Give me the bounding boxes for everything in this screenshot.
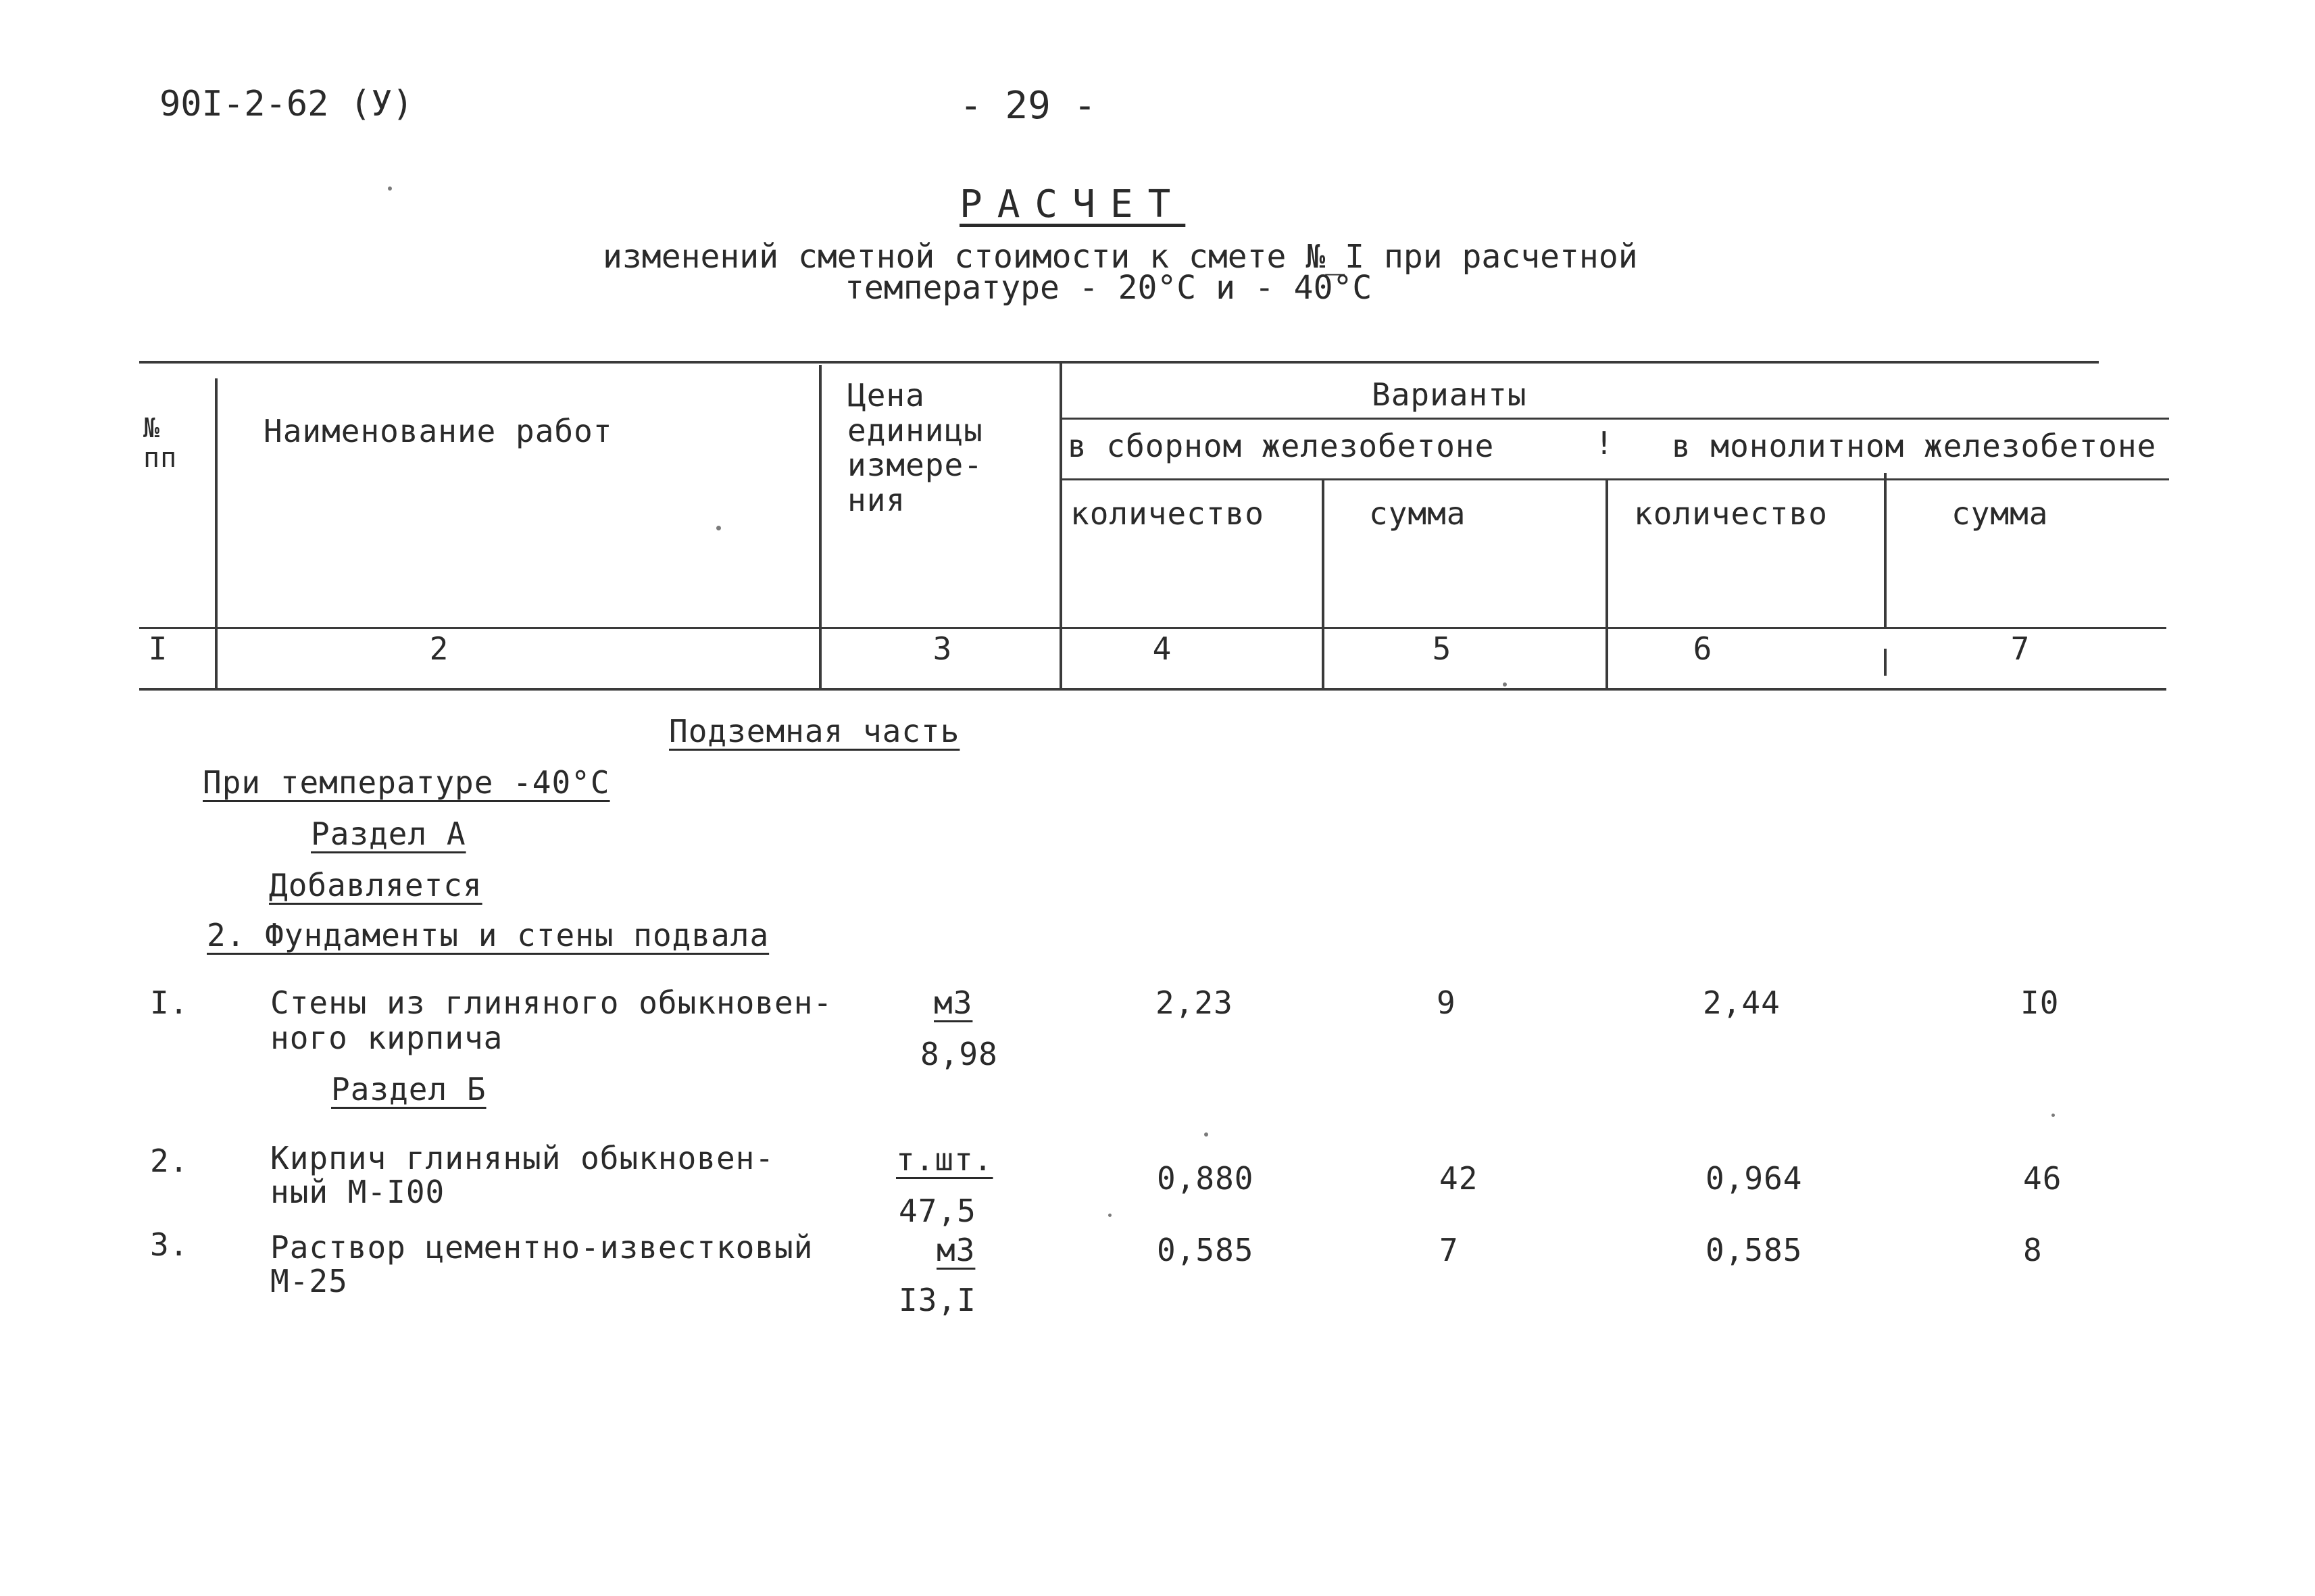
- col-number-4: 4: [1152, 630, 1172, 667]
- scan-speck: [2051, 1114, 2055, 1117]
- row2-name-line1: Кирпич глиняный обыкновен-: [270, 1140, 775, 1176]
- col-number-7: 7: [2010, 630, 2031, 667]
- header-prefab: в сборном железобетоне: [1068, 428, 1495, 464]
- scan-speck: [716, 526, 721, 530]
- row2-qty-monolith: 0,964: [1706, 1160, 1803, 1197]
- row3-sum-monolith: 8: [2023, 1232, 2043, 1268]
- subgroup-divider: [1061, 478, 2169, 480]
- col-divider-4: [1322, 480, 1324, 689]
- col-divider-6: [1884, 473, 1887, 628]
- header-sum-prefab: сумма: [1369, 495, 1466, 532]
- row2-num: 2.: [150, 1143, 189, 1179]
- scan-speck: [1503, 682, 1507, 687]
- col-divider-5: [1605, 480, 1608, 689]
- row1-name-line2: ного кирпича: [270, 1020, 503, 1056]
- scan-speck: [1204, 1132, 1208, 1137]
- header-name: Наименование работ: [264, 413, 613, 449]
- section-foundations: 2. Фундаменты и стены подвала: [207, 917, 770, 953]
- scan-speck: [388, 186, 392, 191]
- col-number-1: I: [148, 630, 168, 667]
- section-temperature: При температуре -40°С: [203, 764, 610, 801]
- header-price: Цена единицы измере- ния: [847, 377, 983, 518]
- subtitle-line-1: изменений сметной стоимости к смете №_I при расчетной: [603, 238, 1638, 276]
- row2-sum-prefab: 42: [1439, 1160, 1478, 1197]
- row1-qty-prefab: 2,23: [1155, 984, 1233, 1021]
- row3-qty-prefab: 0,585: [1157, 1232, 1254, 1268]
- scan-speck: [1108, 1214, 1112, 1217]
- row1-sum-prefab: 9: [1437, 984, 1456, 1021]
- row1-sum-monolith: I0: [2020, 984, 2060, 1021]
- col-divider-3: [1060, 362, 1062, 689]
- header-sum-monolith: сумма: [1951, 495, 2049, 532]
- header-variants: Варианты: [1372, 376, 1527, 413]
- document-code: 90I-2-62 (У): [159, 84, 414, 124]
- row3-name-line1: Раствор цементно-известковый: [270, 1229, 814, 1266]
- row1-qty-monolith: 2,44: [1703, 984, 1781, 1021]
- row2-sum-monolith: 46: [2023, 1160, 2062, 1197]
- row1-price: 8,98: [920, 1036, 998, 1072]
- row3-price: I3,I: [899, 1282, 976, 1318]
- row3-num: 3.: [150, 1226, 189, 1263]
- header-qty-prefab: количество: [1070, 495, 1264, 532]
- row1-unit: м3: [934, 984, 973, 1021]
- subtitle-line-2: температуре - 20°С и - 40°С: [845, 269, 1372, 307]
- table-top-border: [139, 361, 2099, 364]
- numbers-row-top: [139, 627, 2166, 629]
- row2-price: 47,5: [899, 1193, 976, 1229]
- row1-name-line1: Стены из глиняного обыкновен-: [270, 984, 833, 1021]
- col-divider-6b: [1884, 649, 1887, 676]
- col-number-6: 6: [1693, 630, 1713, 667]
- header-qty-monolith: количество: [1634, 495, 1828, 532]
- variants-divider: [1061, 418, 2169, 420]
- row2-qty-prefab: 0,880: [1157, 1160, 1254, 1197]
- section-underground: Подземная часть: [669, 713, 960, 749]
- col-divider-1: [215, 378, 218, 689]
- section-b: Раздел Б: [331, 1071, 487, 1107]
- row3-qty-monolith: 0,585: [1706, 1232, 1803, 1268]
- section-a: Раздел А: [311, 816, 466, 852]
- row3-name-line2: М-25: [270, 1263, 348, 1299]
- row1-num: I.: [150, 984, 189, 1021]
- col-number-5: 5: [1432, 630, 1452, 667]
- header-num: № пп: [143, 413, 178, 474]
- row2-name-line2: ный М-I00: [270, 1174, 445, 1210]
- header-exclaim: !: [1595, 425, 1614, 462]
- row3-sum-prefab: 7: [1439, 1232, 1459, 1268]
- row2-unit: т.шт.: [896, 1141, 993, 1178]
- col-divider-2: [819, 365, 822, 689]
- col-number-2: 2: [429, 630, 449, 667]
- col-number-3: 3: [932, 630, 953, 667]
- row3-unit: м3: [937, 1232, 976, 1268]
- header-monolith: в монолитном железобетоне: [1672, 428, 2157, 464]
- table-bottom-border: [139, 688, 2166, 691]
- section-added: Добавляется: [269, 867, 482, 903]
- page-number: - 29 -: [960, 84, 1097, 128]
- page-title: РАСЧЕТ: [960, 182, 1186, 226]
